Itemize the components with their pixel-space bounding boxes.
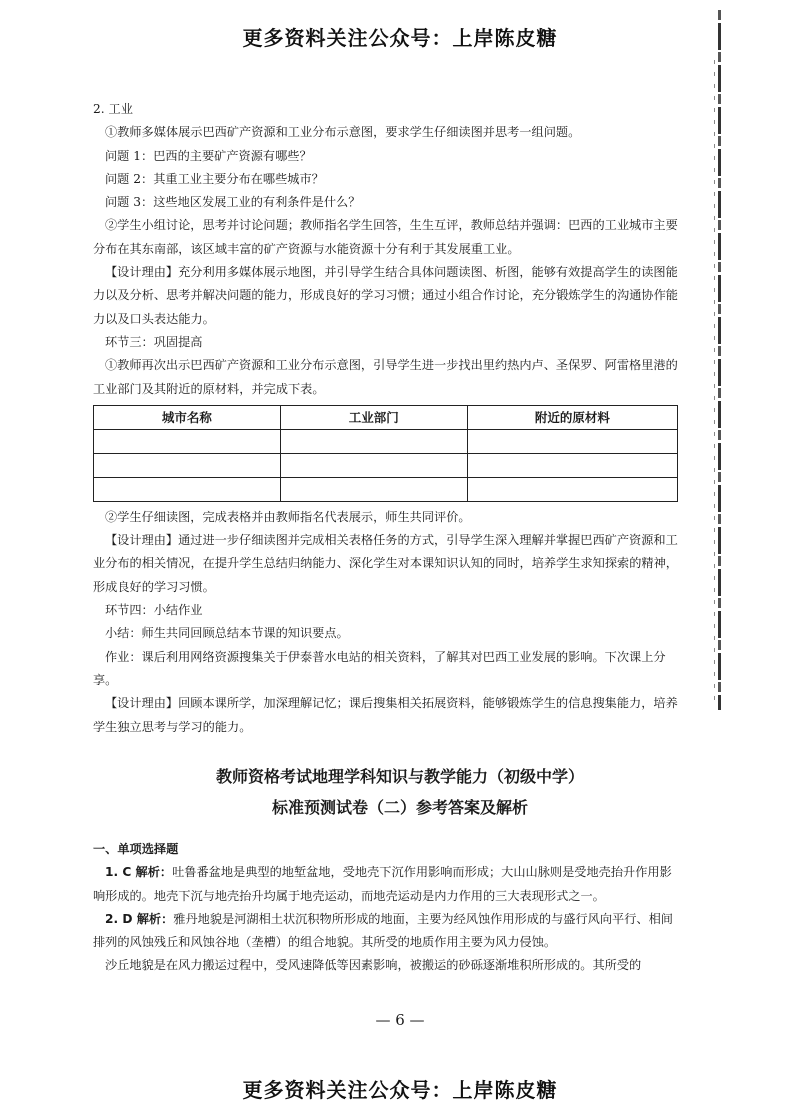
design-reason-2: 【设计理由】通过进一步仔细读图并完成相关表格任务的方式，引导学生深入理解并掌握巴西矿产资源和工业分布的相关情况，在提升学生总结归纳能力、深化学生对本课知识认知的同时，培养学生求知探索的精神，形成良好的学习习惯。 [93,533,678,594]
table-row [94,429,678,453]
question-3: 问题 3：这些地区发展工业的有利条件是什么？ [105,195,361,210]
stage3-step1: ①教师再次出示巴西矿产资源和工业分布示意图，引导学生进一步找出里约热内卢、圣保罗、阿雷格里港的工业部门及其附近的原材料，并完成下表。 [93,358,678,396]
paragraph-step1: ①教师多媒体展示巴西矿产资源和工业分布示意图，要求学生仔细读图并思考一组问题。 [105,125,581,140]
table-cell [94,429,281,453]
table-header-industry: 工业部门 [280,405,467,429]
summary: 小结：师生共同回顾总结本节课的知识要点。 [105,626,349,641]
table-cell [280,429,467,453]
table-cell [467,477,677,501]
answer-label: 1. C 解析： [105,865,173,880]
table-row [94,477,678,501]
lesson-body [93,98,678,739]
paragraph-step2: ②学生小组讨论，思考并讨论问题；教师指名学生回答，生生互评，教师总结并强调：巴西的工业城市主要分布在其东南部，该区域丰富的矿产资源与水能资源十分有利于其发展重工业。 [93,218,678,256]
answers-body [93,838,678,978]
answer-1 [93,861,678,908]
answer-2 [93,908,678,955]
table-cell [94,477,281,501]
table-header-materials: 附近的原材料 [467,405,677,429]
section-heading: 一、单项选择题 [93,842,179,856]
section-title: 2. 工业 [93,102,133,116]
table-cell [94,453,281,477]
table-cell [280,453,467,477]
answer-text: 吐鲁番盆地是典型的地堑盆地，受地壳下沉作用影响而形成；大山山脉则是受地壳抬升作用影响形成的。地壳下沉与地壳抬升均属于地壳运动，而地壳运动是内力作用的三大表现形式之一。 [93,865,672,903]
table-cell [467,453,677,477]
answer-text: 雅丹地貌是河湖相土状沉积物所形成的地面，主要为经风蚀作用形成的与盛行风向平行、相间排列的风蚀残丘和风蚀谷地（垄槽）的组合地貌。其所受的地质作用主要为风力侵蚀。 [93,911,673,950]
stage4-title: 环节四：小结作业 [105,603,203,618]
stage3-step2: ②学生仔细读图，完成表格并由教师指名代表展示，师生共同评价。 [105,509,471,524]
footer-banner: 更多资料关注公众号：上岸陈皮糖 [242,1078,558,1102]
table-row [94,453,678,477]
question-1: 问题 1：巴西的主要矿产资源有哪些？ [105,148,312,163]
table-cell [467,429,677,453]
question-2: 问题 2：其重工业主要分布在哪些城市？ [105,171,324,186]
exam-title-line2: 标准预测试卷（二）参考答案及解析 [271,798,528,817]
scan-edge-mark [718,10,721,710]
city-industry-table [93,405,678,502]
design-reason-3: 【设计理由】回顾本课所学，加深理解记忆；课后搜集相关拓展资料，能够锻炼学生的信息搜集能力，培养学生独立思考与学习的能力。 [93,696,678,734]
page-number: — 6 — [375,1011,425,1029]
homework: 作业：课后利用网络资源搜集关于伊泰普水电站的相关资料，了解其对巴西工业发展的影响。下次课上分享。 [93,649,666,687]
header-banner: 更多资料关注公众号：上岸陈皮糖 [242,26,558,50]
scan-edge-mark-faint [714,60,715,700]
table-header-row [94,405,678,429]
design-reason-1: 【设计理由】充分利用多媒体展示地图，并引导学生结合具体问题读图、析图，能够有效提高学生的读图能力以及分析、思考并解决问题的能力，形成良好的学习习惯；通过小组合作讨论，充分锻炼学生的沟通协作能力以及口头表达能力。 [93,265,678,326]
table-header-city: 城市名称 [94,405,281,429]
table-cell [280,477,467,501]
exam-title-line1: 教师资格考试地理学科知识与教学能力（初级中学） [215,767,584,786]
stage3-title: 环节三：巩固提高 [105,334,203,349]
answer-label: 2. D 解析： [105,911,174,926]
answer-continuation: 沙丘地貌是在风力搬运过程中，受风速降低等因素影响，被搬运的砂砾逐渐堆积所形成的。其所受的 [105,958,642,973]
